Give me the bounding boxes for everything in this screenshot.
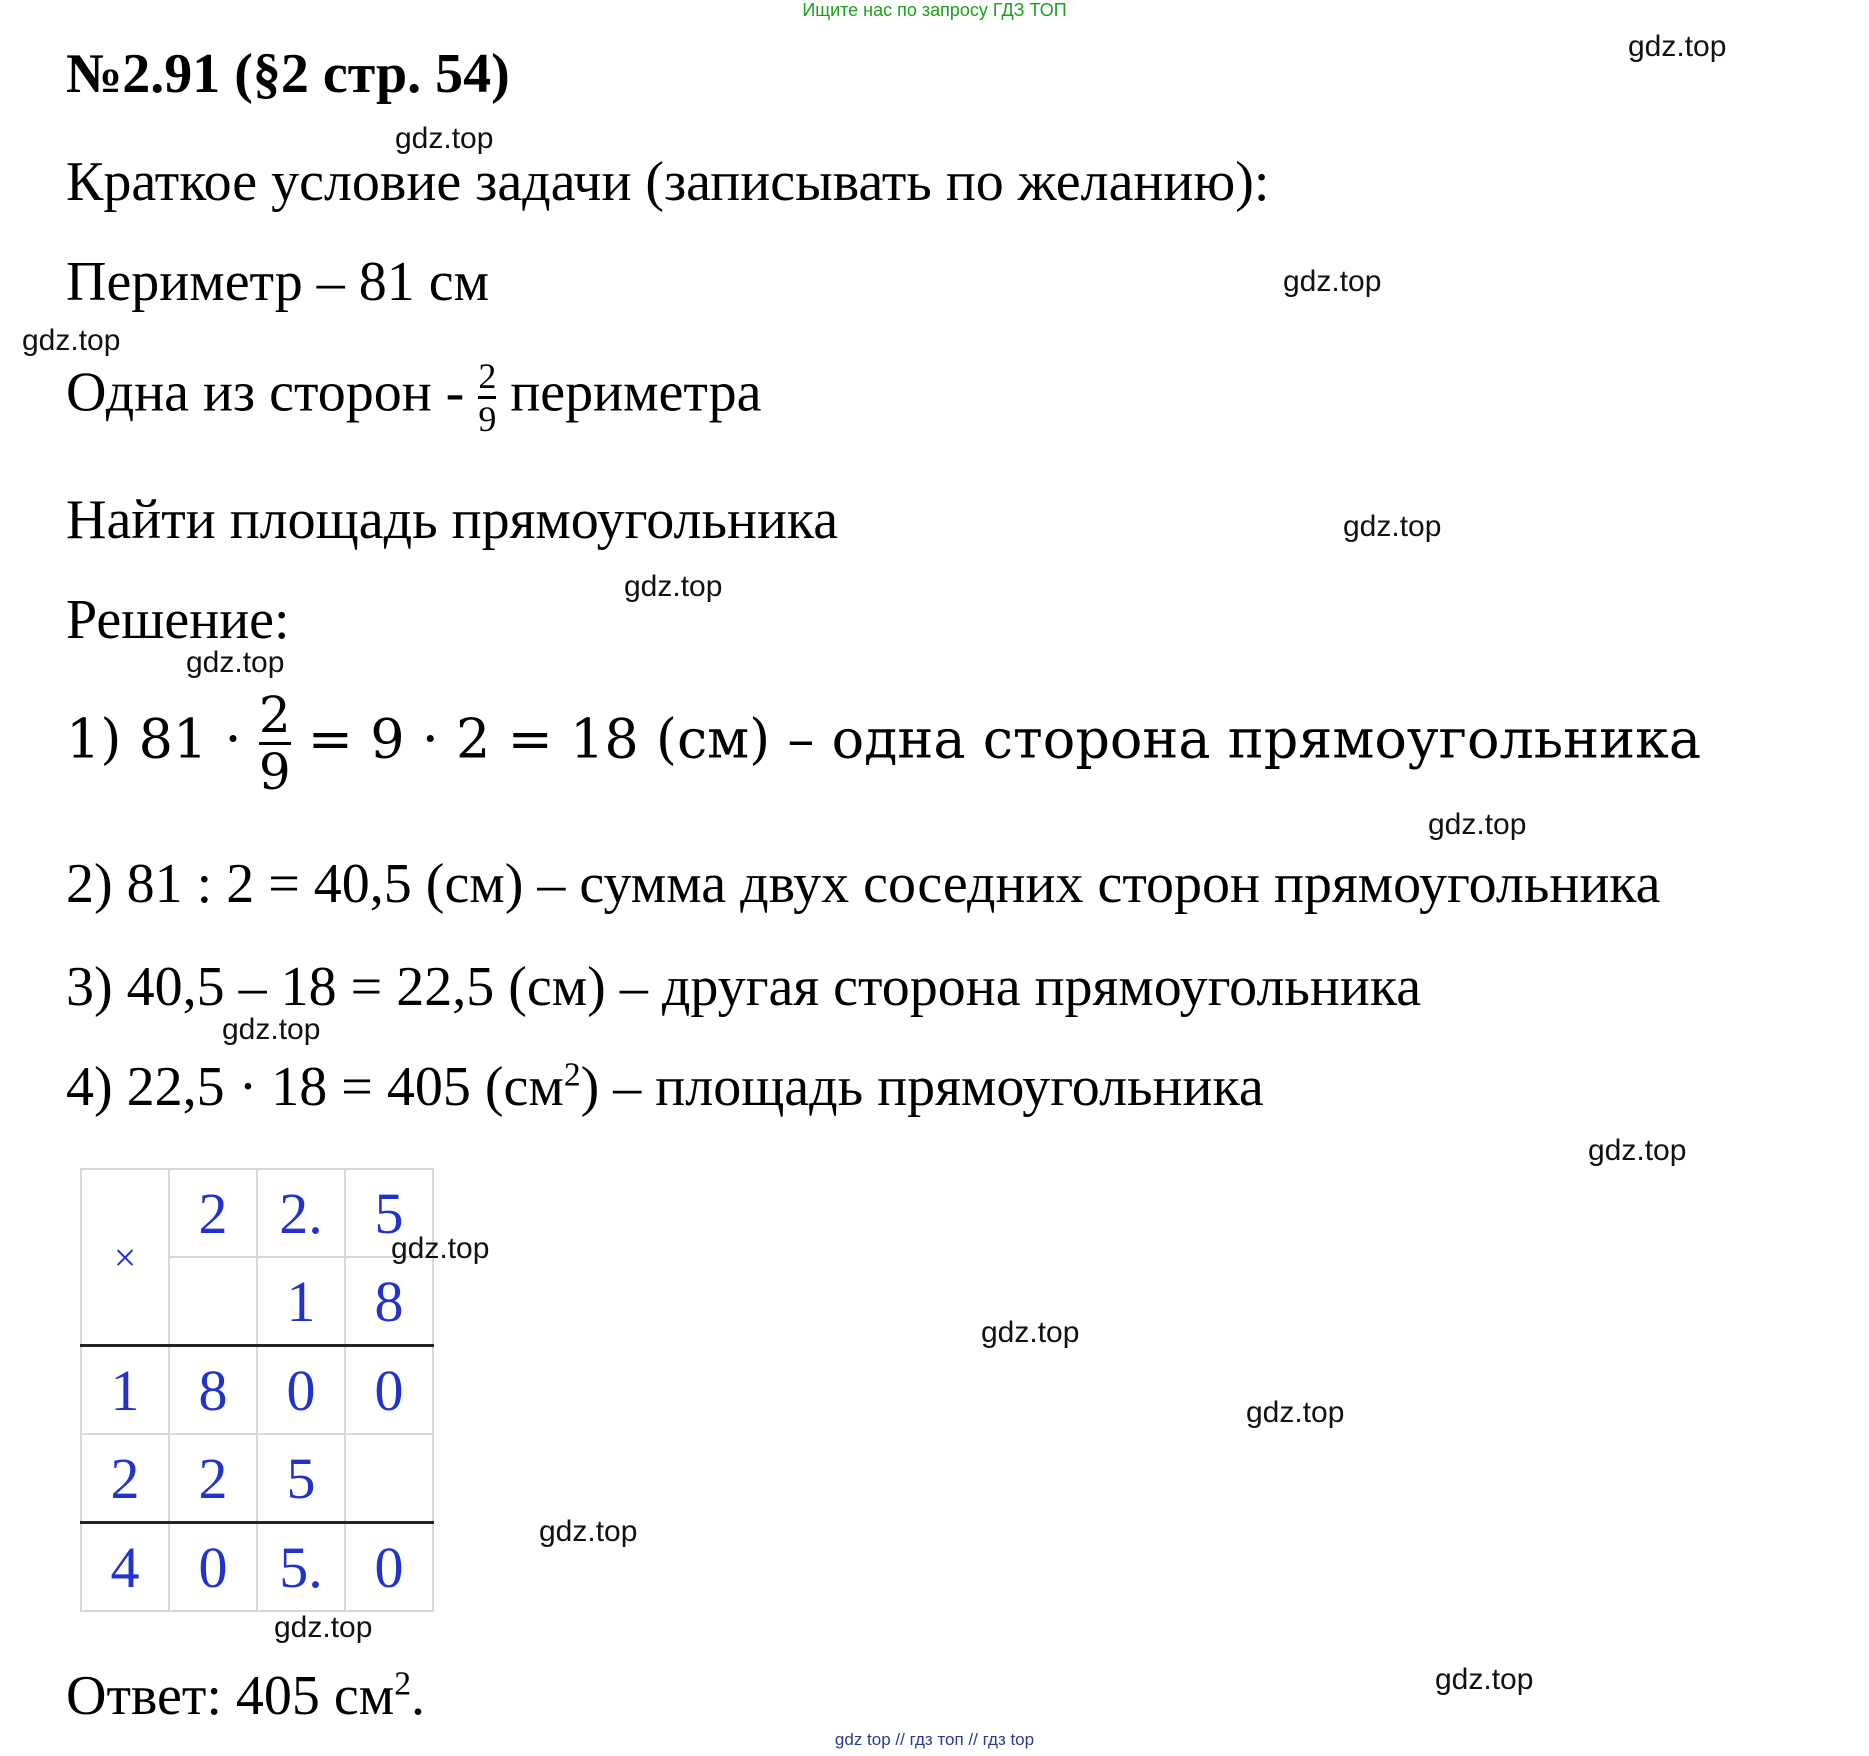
step4-superscript: 2 bbox=[563, 1056, 581, 1094]
condition-perimeter: Периметр – 81 см bbox=[66, 251, 490, 313]
watermark: gdz.top bbox=[395, 122, 494, 155]
multiplication-grid bbox=[80, 1168, 434, 1612]
step1-prefix: 1) 81 · bbox=[66, 707, 242, 771]
footer-links: gdz top // гдз топ // гдз top bbox=[834, 1730, 1035, 1749]
grid-cell: 0 bbox=[169, 1523, 257, 1612]
grid-cell: 2 bbox=[169, 1434, 257, 1523]
grid-cell: 5 bbox=[345, 1169, 433, 1257]
top-banner: Ищите нас по запросу ГДЗ ТОП bbox=[802, 0, 1067, 20]
grid-cell bbox=[345, 1434, 433, 1523]
grid-row bbox=[81, 1346, 433, 1435]
watermark: gdz.top bbox=[1343, 510, 1442, 543]
grid-cell: 2 bbox=[169, 1169, 257, 1257]
watermark: gdz.top bbox=[539, 1515, 638, 1548]
watermark: gdz.top bbox=[22, 324, 121, 357]
fraction-denominator: 9 bbox=[258, 743, 291, 801]
grid-row bbox=[81, 1169, 433, 1257]
step4-prefix: 4) 22,5 · 18 = 405 (см bbox=[66, 1056, 564, 1118]
watermark: gdz.top bbox=[624, 570, 723, 603]
condition-find: Найти площадь прямоугольника bbox=[66, 489, 839, 551]
watermark: gdz.top bbox=[1246, 1396, 1345, 1429]
answer-suffix: . bbox=[411, 1665, 426, 1727]
watermark: gdz.top bbox=[981, 1316, 1080, 1349]
condition-side-prefix: Одна из сторон - bbox=[66, 361, 465, 424]
solution-step-3: 3) 40,5 – 18 = 22,5 (см) – другая сторона прямоугольника bbox=[66, 956, 1422, 1018]
fraction-numerator: 2 bbox=[478, 356, 497, 396]
solution-heading: Решение: bbox=[66, 589, 290, 651]
grid-cell: 2. bbox=[257, 1169, 345, 1257]
answer-line bbox=[66, 1664, 425, 1728]
watermark: gdz.top bbox=[1435, 1663, 1534, 1696]
grid-cell: 5. bbox=[257, 1523, 345, 1612]
grid-cell: 8 bbox=[169, 1346, 257, 1435]
grid-cell: 0 bbox=[345, 1346, 433, 1435]
answer-prefix: Ответ: 405 см bbox=[66, 1665, 395, 1727]
grid-cell: 8 bbox=[345, 1257, 433, 1346]
condition-heading: Краткое условие задачи (записывать по желанию): bbox=[66, 151, 1270, 213]
watermark: gdz.top bbox=[1428, 808, 1527, 841]
condition-side-suffix: периметра bbox=[510, 361, 762, 424]
watermark: gdz.top bbox=[1628, 30, 1727, 63]
watermark: gdz.top bbox=[1283, 265, 1382, 298]
grid-cell: 1 bbox=[257, 1257, 345, 1346]
watermark: gdz.top bbox=[274, 1611, 373, 1644]
solution-step-1 bbox=[66, 686, 1702, 801]
grid-cell: 1 bbox=[81, 1346, 169, 1435]
condition-side-fraction bbox=[478, 358, 496, 437]
fraction-denominator: 9 bbox=[478, 399, 497, 439]
solution-step-4 bbox=[66, 1055, 1264, 1119]
condition-side bbox=[66, 358, 761, 437]
grid-cell: 0 bbox=[257, 1346, 345, 1435]
step1-suffix: = 9 · 2 = 18 (см) – одна сторона прямоугольника bbox=[307, 707, 1702, 771]
watermark: gdz.top bbox=[186, 646, 285, 679]
step1-fraction bbox=[258, 686, 291, 801]
grid-cell: 4 bbox=[81, 1523, 169, 1612]
step4-suffix: ) – площадь прямоугольника bbox=[580, 1056, 1264, 1118]
grid-cell: 5 bbox=[257, 1434, 345, 1523]
solution-step-2: 2) 81 : 2 = 40,5 (см) – сумма двух соседних сторон прямоугольника bbox=[66, 853, 1661, 915]
grid-cell: 0 bbox=[345, 1523, 433, 1612]
grid-row bbox=[81, 1523, 433, 1612]
multiply-sign: × bbox=[81, 1169, 169, 1346]
watermark: gdz.top bbox=[222, 1013, 321, 1046]
watermark: gdz.top bbox=[1588, 1134, 1687, 1167]
grid-cell: 2 bbox=[81, 1434, 169, 1523]
fraction-numerator: 2 bbox=[258, 686, 291, 744]
watermark: gdz.top bbox=[391, 1232, 490, 1265]
grid-cell bbox=[169, 1257, 257, 1346]
answer-superscript: 2 bbox=[394, 1665, 412, 1703]
task-title: №2.91 (§2 стр. 54) bbox=[66, 43, 510, 105]
grid-row bbox=[81, 1434, 433, 1523]
